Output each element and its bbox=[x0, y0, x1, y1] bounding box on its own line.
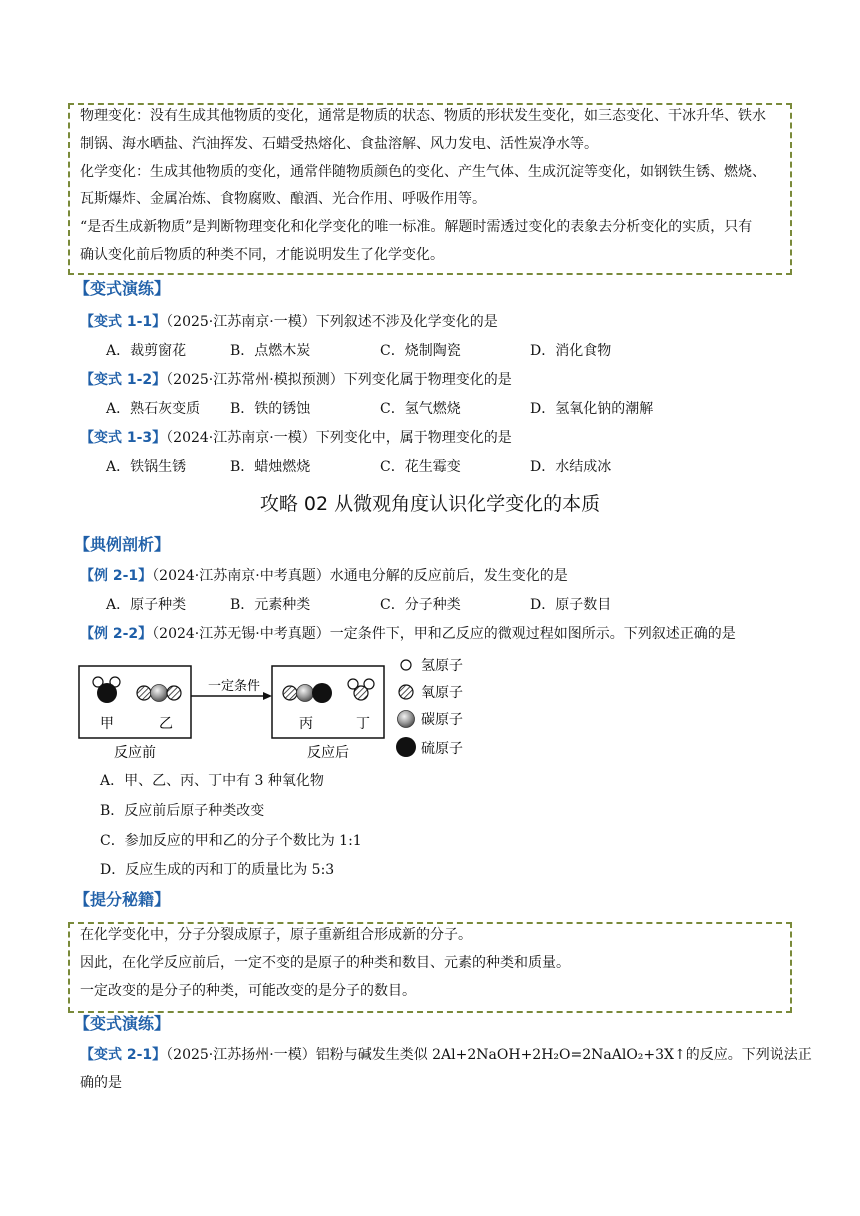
option-d: D．原子数目 bbox=[530, 597, 612, 613]
option-d: D．水结成冰 bbox=[530, 459, 612, 475]
section-examples: 【典例剖析】 bbox=[74, 535, 171, 554]
option-d: D．氢氧化钠的潮解 bbox=[530, 401, 654, 417]
box1-line-6: 确认变化前后物质的种类不同，才能说明发生了化学变化。 bbox=[80, 247, 444, 263]
carbon-atom bbox=[151, 685, 168, 702]
option-a: A．熟石灰变质 bbox=[106, 401, 201, 417]
question-1-3 bbox=[80, 428, 512, 448]
option-c: C．分子种类 bbox=[380, 597, 461, 613]
question-2-1 bbox=[80, 1045, 812, 1065]
question-tag: 【变式 1-1】 bbox=[80, 314, 167, 330]
option-d: D．消化食物 bbox=[530, 343, 612, 359]
legend-oxygen-icon bbox=[399, 685, 413, 699]
option-c: C．氢气燃烧 bbox=[380, 401, 461, 417]
option-c: C．花生霉变 bbox=[380, 459, 461, 475]
oxygen-atom bbox=[354, 686, 368, 700]
question-text: （2025·江苏常州·模拟预测）下列变化属于物理变化的是 bbox=[166, 372, 512, 388]
legend-hydrogen: 氢原子 bbox=[421, 658, 463, 674]
option-b: B．反应前后原子种类改变 bbox=[100, 803, 265, 819]
box1-line-5: “是否生成新物质”是判断物理变化和化学变化的唯一标准。解题时需透过变化的表象去分析变化的实质，只有 bbox=[80, 219, 753, 235]
question-text: （2025·江苏扬州·一模）铝粉与碱发生类似 2Al+2NaOH+2H₂O=2NaAlO₂+3X↑的反应。下列说法正 bbox=[166, 1047, 812, 1063]
legend-carbon: 碳原子 bbox=[421, 712, 463, 728]
example-2-1 bbox=[80, 566, 568, 586]
label-yi: 乙 bbox=[159, 716, 173, 732]
oxygen-atom bbox=[283, 686, 297, 700]
label-ding: 丁 bbox=[356, 716, 370, 732]
option-c: C．参加反应的甲和乙的分子个数比为 1:1 bbox=[100, 833, 362, 849]
question-tag: 【例 2-1】 bbox=[80, 568, 153, 584]
question-1-1 bbox=[80, 312, 498, 332]
option-a: A．铁锅生锈 bbox=[106, 459, 187, 475]
question-text: （2025·江苏南京·一模）下列叙述不涉及化学变化的是 bbox=[166, 314, 498, 330]
before-box bbox=[79, 666, 191, 738]
strategy-heading: 攻略 02 从微观角度认识化学变化的本质 bbox=[259, 493, 601, 515]
option-b: B．元素种类 bbox=[230, 597, 311, 613]
sulfur-atom bbox=[312, 683, 332, 703]
option-c: C．烧制陶瓷 bbox=[380, 343, 461, 359]
box2-line-3: 一定改变的是分子的种类，可能改变的是分子的数目。 bbox=[80, 983, 416, 999]
arrow-label: 一定条件 bbox=[207, 679, 261, 694]
oxygen-atom bbox=[137, 686, 151, 700]
question-tag: 【变式 1-2】 bbox=[80, 372, 167, 388]
question-1-2 bbox=[80, 370, 512, 390]
label-bing: 丙 bbox=[299, 716, 313, 732]
box1-line-4: 瓦斯爆炸、金属冶炼、食物腐败、酿酒、光合作用、呼吸作用等。 bbox=[80, 191, 486, 207]
reaction-diagram bbox=[78, 656, 478, 764]
option-b: B．蜡烛燃烧 bbox=[230, 459, 311, 475]
box1-line-1: 物理变化：没有生成其他物质的变化，通常是物质的状态、物质的形状发生变化，如三态变化、干冰升华、铁水 bbox=[80, 108, 766, 124]
question-2-1-continued: 确的是 bbox=[80, 1075, 122, 1091]
option-a: A．裁剪窗花 bbox=[106, 343, 187, 359]
option-b: B．点燃木炭 bbox=[230, 343, 311, 359]
box2-line-1: 在化学变化中，分子分裂成原子，原子重新组合形成新的分子。 bbox=[80, 927, 472, 943]
legend-sulfur-icon bbox=[396, 737, 416, 757]
legend-oxygen: 氧原子 bbox=[421, 685, 463, 701]
section-variants-1: 【变式演练】 bbox=[74, 279, 171, 298]
box1-line-2: 制锅、海水晒盐、汽油挥发、石蜡受热熔化、食盐溶解、风力发电、活性炭净水等。 bbox=[80, 136, 598, 152]
oxygen-atom bbox=[167, 686, 181, 700]
option-d: D．反应生成的丙和丁的质量比为 5:3 bbox=[100, 862, 335, 878]
question-text: （2024·江苏南京·一模）下列变化中，属于物理变化的是 bbox=[166, 430, 512, 446]
section-tips: 【提分秘籍】 bbox=[74, 890, 171, 909]
question-tag: 【变式 1-3】 bbox=[80, 430, 167, 446]
question-tag: 【变式 2-1】 bbox=[80, 1047, 167, 1063]
carbon-atom bbox=[297, 685, 314, 702]
legend-sulfur: 硫原子 bbox=[421, 741, 463, 757]
arrow-head-icon bbox=[263, 692, 272, 700]
box1-line-3: 化学变化：生成其他物质的变化，通常伴随物质颜色的变化、产生气体、生成沉淀等变化，如钢铁生锈、燃烧、 bbox=[80, 164, 766, 180]
option-a: A．甲、乙、丙、丁中有 3 种氧化物 bbox=[100, 773, 324, 789]
label-after: 反应后 bbox=[307, 745, 349, 761]
section-variants-2: 【变式演练】 bbox=[74, 1014, 171, 1033]
sulfur-atom bbox=[97, 683, 117, 703]
question-tag: 【例 2-2】 bbox=[80, 626, 153, 642]
question-text: （2024·江苏无锡·中考真题）一定条件下，甲和乙反应的微观过程如图所示。下列叙述正确的是 bbox=[152, 626, 736, 642]
option-a: A．原子种类 bbox=[106, 597, 187, 613]
question-text: （2024·江苏南京·中考真题）水通电分解的反应前后，发生变化的是 bbox=[152, 568, 568, 584]
legend-hydrogen-icon bbox=[401, 660, 411, 670]
legend-carbon-icon bbox=[398, 711, 415, 728]
box2-line-2: 因此，在化学反应前后，一定不变的是原子的种类和数目、元素的种类和质量。 bbox=[80, 955, 570, 971]
example-2-2 bbox=[80, 624, 736, 644]
label-before: 反应前 bbox=[114, 745, 156, 761]
label-jia: 甲 bbox=[100, 716, 114, 732]
option-b: B．铁的锈蚀 bbox=[230, 401, 311, 417]
